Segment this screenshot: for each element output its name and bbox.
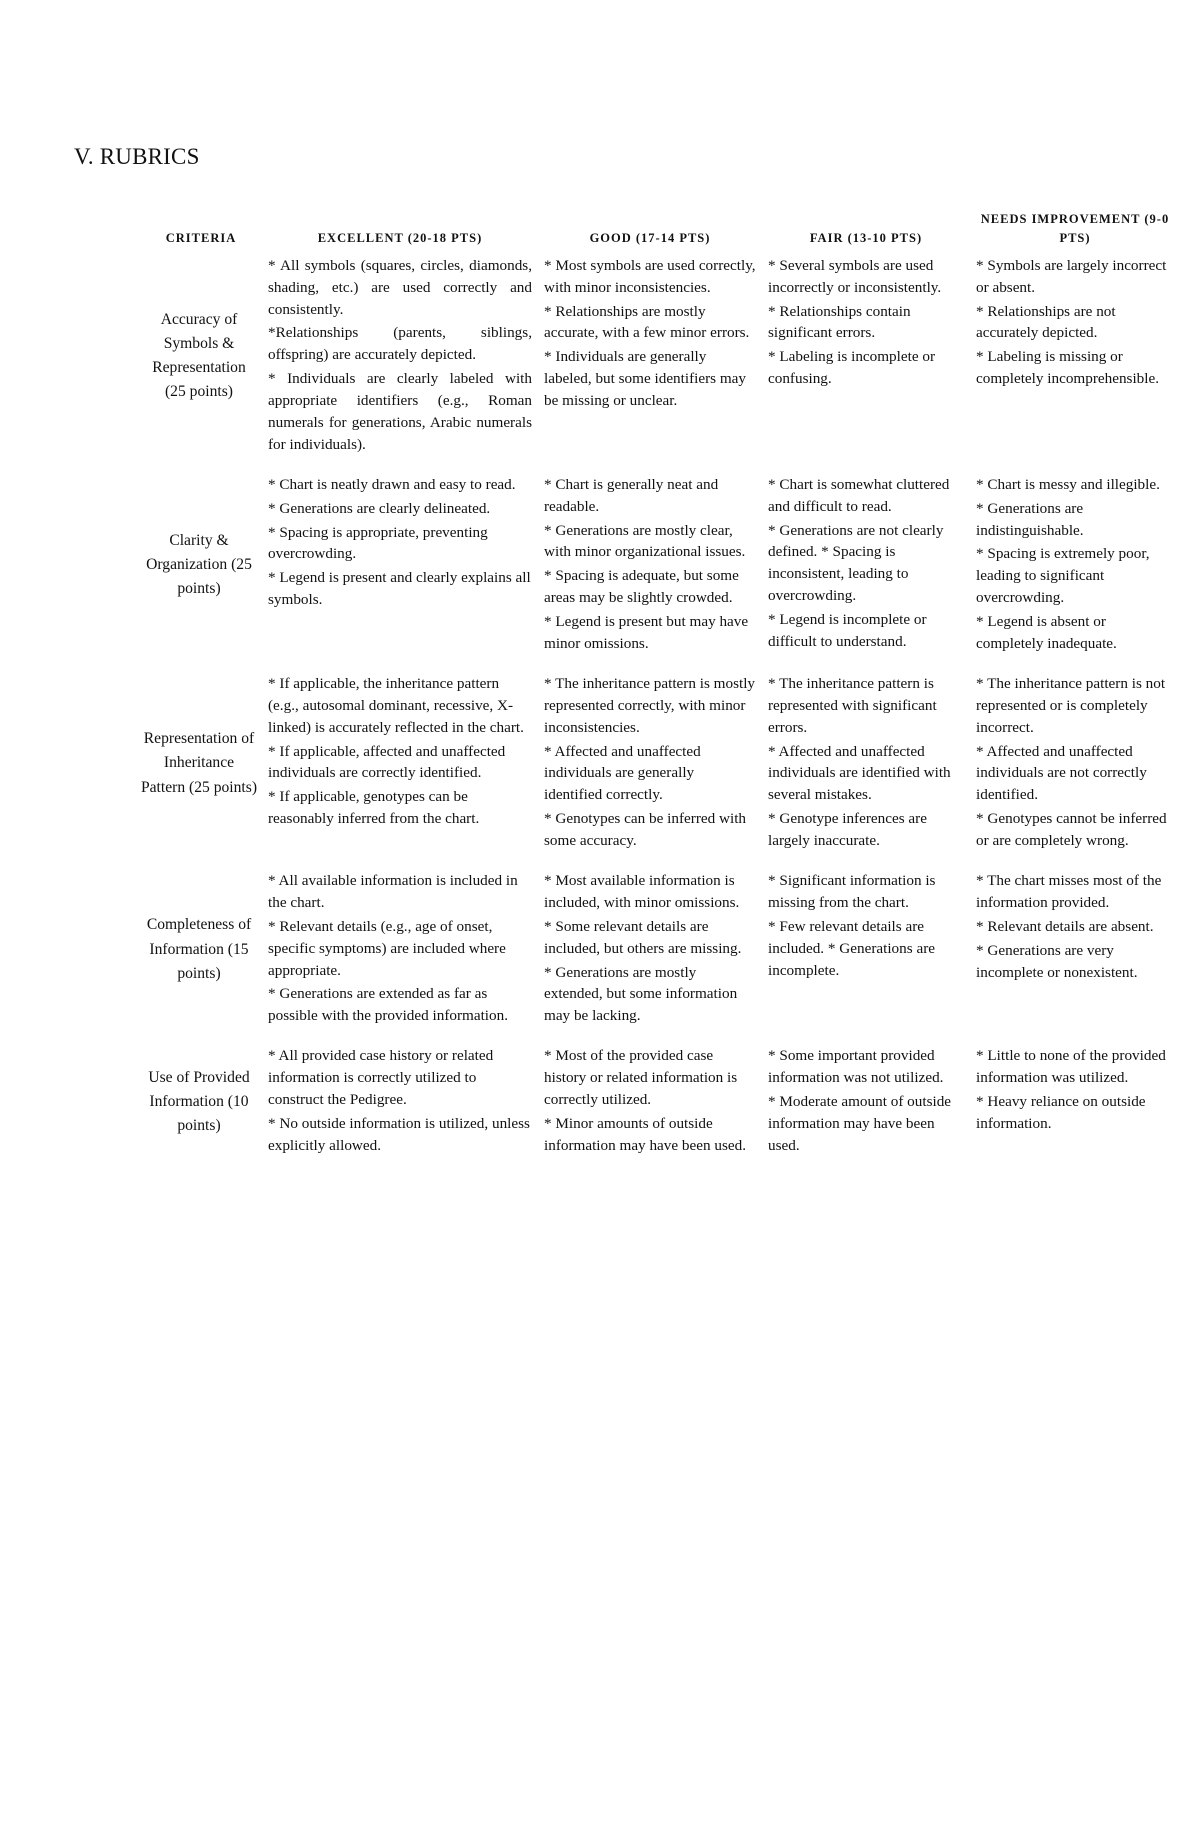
rubric-item: * The chart misses most of the information provided. [976,872,1162,911]
table-row [140,673,1180,870]
fair-cell [762,870,970,1045]
rubric-item: * Minor amounts of outside information may have been used. [544,1114,747,1154]
rubric-item: * Generations are very incomplete or nonexistent. [976,941,1138,981]
header-criteria: CRITERIA [165,231,237,246]
rubric-item: * Individuals are clearly labeled with appropriate identifiers (e.g., Roman numerals for generations, Arabic numerals for individuals). [268,370,532,453]
rubric-item: * Generations are mostly extended, but some information may be lacking. [544,963,738,1025]
header-excellent: EXCELLENT (20-18 PTS) [317,231,483,246]
criteria-cell [140,673,262,870]
needs-cell [970,255,1180,474]
rubric-body [140,255,1180,1175]
rubric-item: * All provided case history or related information is correctly utilized to construct the Pedigree. [268,1047,494,1109]
rubric-item: * Labeling is missing or completely incomprehensible. [976,348,1160,388]
rubric-item: * The inheritance pattern is mostly represented correctly, with minor inconsistencies. [544,674,756,736]
criteria-label: Clarity & Organization (25 points) [146,532,252,598]
excellent-cell [262,673,538,870]
rubric-item: * Genotypes can be inferred with some accuracy. [544,810,747,850]
header-good: GOOD (17-14 PTS) [589,231,711,246]
rubric-item: * All symbols (squares, circles, diamonds, shading, etc.) are used correctly and consistently. [268,256,532,318]
rubric-item: * Affected and unaffected individuals are not correctly identified. [976,742,1147,804]
rubric-item: * Significant information is missing from the chart. [768,872,936,911]
fair-cell [762,474,970,673]
needs-cell [970,474,1180,673]
criteria-label: Accuracy of Symbols & Representation (25 points) [152,310,246,401]
rubric-item: * Spacing is extremely poor, leading to significant overcrowding. [976,545,1150,607]
rubric-item: * Generations are extended as far as possible with the provided information. [268,985,509,1025]
needs-cell [970,870,1180,1045]
rubric-item: * Several symbols are used incorrectly or inconsistently. [768,256,942,296]
rubric-item: * Generations are mostly clear, with minor organizational issues. [544,521,746,561]
rubric-item: * Heavy reliance on outside information. [976,1093,1146,1132]
rubric-item: * The inheritance pattern is not represented or is completely incorrect. [976,674,1166,736]
rubric-item: * Relevant details (e.g., age of onset, specific symptoms) are included where appropriate. [268,917,506,979]
fair-cell [762,673,970,870]
rubric-item: * Legend is present but may have minor omissions. [544,613,749,652]
rubric-item: * Chart is messy and illegible. [976,475,1160,493]
criteria-label: Use of Provided Information (10 points) [148,1068,250,1135]
table-row [140,474,1180,673]
rubric-item: * Legend is incomplete or difficult to understand. [768,611,927,650]
needs-cell [970,1045,1180,1174]
rubric-item: * Legend is absent or completely inadequate. [976,613,1117,652]
rubric-item: *Relationships (parents, siblings, offspring) are accurately depicted. [268,324,532,364]
rubric-item: * Most of the provided case history or related information is correctly utilized. [544,1047,738,1109]
criteria-cell [140,1045,262,1174]
rubric-item: * Few relevant details are included. * Generations are incomplete. [768,917,935,979]
rubric-item: * Most available information is included, with minor omissions. [544,872,740,911]
rubric-item: * Chart is neatly drawn and easy to read. [268,475,516,493]
good-cell [538,673,762,870]
rubric-item: * Relevant details are absent. [976,917,1154,935]
rubric-item: * Little to none of the provided information was utilized. [976,1047,1166,1087]
needs-cell [970,673,1180,870]
rubric-item: * Legend is present and clearly explains all symbols. [268,569,531,609]
header-row [140,210,1180,255]
header-needs-improvement: NEEDS IMPROVEMENT (9-0 PTS) [980,212,1170,246]
rubric-item: * Genotype inferences are largely inaccurate. [768,810,927,850]
rubric-item: * Individuals are generally labeled, but some identifiers may be missing or unclear. [544,348,747,410]
rubric-item: * Some relevant details are included, but others are missing. [544,917,742,957]
rubric-item: * Labeling is incomplete or confusing. [768,348,936,388]
rubric-item: * Affected and unaffected individuals are generally identified correctly. [544,742,701,804]
fair-cell [762,1045,970,1174]
excellent-cell [262,255,538,474]
table-row [140,255,1180,474]
table-row [140,1045,1180,1174]
rubric-item: * The inheritance pattern is represented with significant errors. [768,674,937,736]
rubric-item: * Symbols are largely incorrect or absent. [976,256,1167,296]
rubric-item: * Chart is generally neat and readable. [544,475,719,515]
header-fair: FAIR (13-10 PTS) [809,231,923,246]
rubric-item: * Relationships contain significant errors. [768,302,911,342]
rubric-item: * Spacing is adequate, but some areas may be slightly crowded. [544,567,739,607]
good-cell [538,255,762,474]
excellent-cell [262,474,538,673]
rubric-item: * If applicable, the inheritance pattern (e.g., autosomal dominant, recessive, X-linked) is accurately reflected in the chart. [268,674,524,736]
table-row [140,870,1180,1045]
criteria-label: Representation of Inheritance Pattern (25 points) [140,730,258,796]
criteria-cell [140,870,262,1045]
rubric-item: * Affected and unaffected individuals are identified with several mistakes. [768,742,951,804]
excellent-cell [262,1045,538,1174]
rubric-item: * No outside information is utilized, unless explicitly allowed. [268,1114,530,1154]
criteria-label: Completeness of Information (15 points) [146,916,252,982]
good-cell [538,870,762,1045]
rubric-item: * Generations are indistinguishable. [976,499,1084,539]
rubric-table [140,210,1180,1175]
criteria-cell [140,474,262,673]
rubric-item: * Moderate amount of outside information may have been used. [768,1093,952,1154]
rubric-item: * Genotypes cannot be inferred or are completely wrong. [976,810,1167,850]
fair-cell [762,255,970,474]
rubric-item: * If applicable, affected and unaffected individuals are correctly identified. [268,742,506,782]
good-cell [538,1045,762,1174]
page-title: V. RUBRICS [74,144,200,169]
rubric-item: * All available information is included in the chart. [268,872,518,911]
rubric-item: * Generations are not clearly defined. * Spacing is inconsistent, leading to overcrowding. [768,521,944,605]
rubric-item: * Relationships are not accurately depicted. [976,302,1116,342]
rubric-item: * Spacing is appropriate, preventing overcrowding. [268,523,488,563]
excellent-cell [262,870,538,1045]
rubric-item: * Most symbols are used correctly, with minor inconsistencies. [544,256,756,296]
rubric-item: * Some important provided information was not utilized. [768,1047,944,1087]
criteria-cell [140,255,262,474]
good-cell [538,474,762,673]
rubric-item: * If applicable, genotypes can be reasonably inferred from the chart. [268,788,480,828]
rubric-item: * Generations are clearly delineated. [268,499,491,517]
rubric-item: * Relationships are mostly accurate, with a few minor errors. [544,302,750,342]
rubric-item: * Chart is somewhat cluttered and difficult to read. [768,475,950,515]
